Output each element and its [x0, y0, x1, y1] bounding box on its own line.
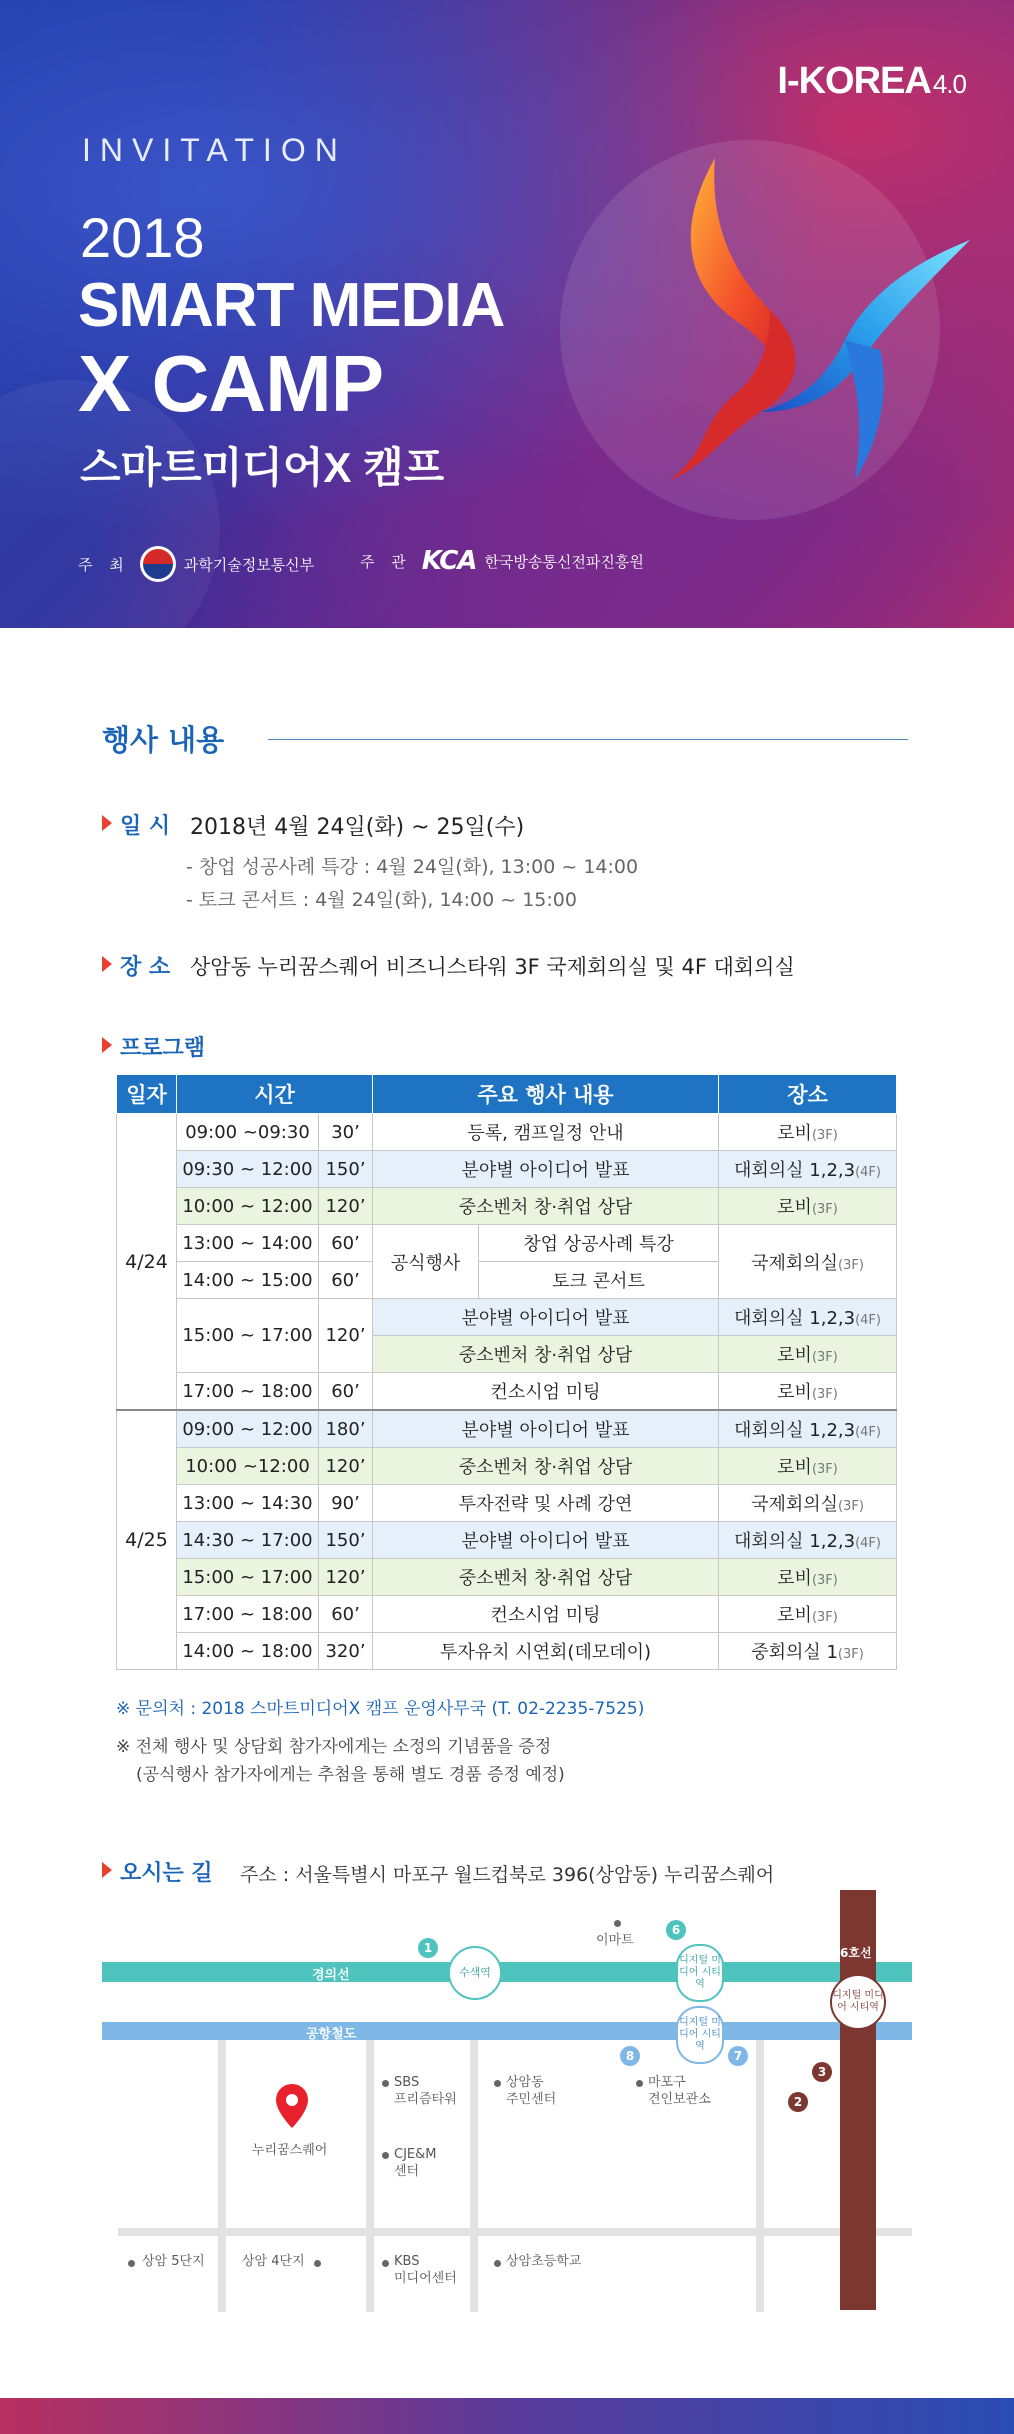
- day-cell: 4/24: [117, 1114, 177, 1411]
- program-label: 프로그램: [120, 1036, 206, 1061]
- event-title-line1: SMART MEDIA: [78, 271, 505, 340]
- event-year: 2018: [80, 206, 205, 269]
- gift-note-2: (공식행사 참가자에게는 추첨을 통해 별도 경품 증정 예정): [136, 1765, 565, 1785]
- table-row: 14:30 ~ 17:00 150’ 분야별 아이디어 발표 대회의실 1,2,3(4F): [117, 1522, 897, 1559]
- landmark-elementary-school: 상암초등학교: [506, 2254, 582, 2269]
- landmark-sangam-5: 상암 5단지: [142, 2254, 205, 2269]
- table-row: 09:30 ~ 12:00 150’ 분야별 아이디어 발표 대회의실 1,2,3(4F): [117, 1151, 897, 1188]
- address-text: 주소 : 서울특별시 마포구 월드컵북로 396(상암동) 누리꿈스퀘어: [240, 1864, 775, 1886]
- landmark-sbs: SBS 프리즘타워: [394, 2075, 457, 2107]
- i-korea-logo: I-KOREA4.0: [777, 60, 966, 102]
- date-value: 2018년 4월 24일(화) ~ 25일(수): [190, 815, 525, 840]
- section-title-event: 행사 내용: [102, 723, 225, 757]
- station-dmc-line6: 디지털 미디어 시티역: [830, 1974, 886, 2030]
- organizer-name: 한국방송통신전파진흥원: [484, 552, 644, 571]
- road: [118, 2228, 912, 2236]
- place-value: 상암동 누리꿈스퀘어 비즈니스타워 3F 국제회의실 및 4F 대회의실: [190, 955, 795, 979]
- place-label: 장 소: [120, 955, 171, 980]
- contact-note: ※ 문의처 : 2018 스마트미디어X 캠프 운영사무국 (T. 02-2235-7525): [116, 1699, 645, 1719]
- gyeongui-line: [102, 1962, 912, 1982]
- road: [470, 2038, 478, 2312]
- landmark-mapo-impound: 마포구 견인보관소: [648, 2075, 711, 2107]
- government-emblem-icon: [140, 546, 176, 582]
- exit-number: 3: [812, 2062, 832, 2082]
- schedule-detail-1: - 창업 성공사례 특강 : 4월 24일(화), 13:00 ~ 14:00: [186, 856, 639, 878]
- road: [366, 2038, 374, 2312]
- exit-number: 1: [418, 1938, 438, 1958]
- table-row: 4/24 09:00 ~09:30 30’ 등록, 캠프일정 안내 로비(3F): [117, 1114, 897, 1151]
- location-pin-icon: [276, 2084, 308, 2128]
- table-row: 14:00 ~ 15:00 60’ 토크 콘서트: [117, 1262, 897, 1299]
- table-row: 4/25 09:00 ~ 12:00 180’ 분야별 아이디어 발표 대회의실 1,2,3(4F): [117, 1410, 897, 1448]
- exit-number: 7: [728, 2046, 748, 2066]
- exit-number: 6: [666, 1920, 686, 1940]
- table-row: 15:00 ~ 17:00 120’ 분야별 아이디어 발표 대회의실 1,2,3(4F): [117, 1299, 897, 1336]
- event-title-korean: 스마트미디어X 캠프: [80, 444, 445, 491]
- day-cell: 4/25: [117, 1410, 177, 1670]
- table-row: 17:00 ~ 18:00 60’ 컨소시엄 미팅 로비(3F): [117, 1596, 897, 1633]
- road: [756, 2038, 764, 2312]
- header-time: 시간: [177, 1075, 373, 1114]
- gift-note-1: ※ 전체 행사 및 상담회 참가자에게는 소정의 기념품을 증정: [116, 1737, 552, 1757]
- table-row: 15:00 ~ 17:00 120’ 중소벤처 창·취업 상담 로비(3F): [117, 1559, 897, 1596]
- official-event-cell: 공식행사: [373, 1225, 479, 1299]
- landmark-nuri-dream-square: 누리꿈스퀘어: [252, 2143, 328, 2158]
- program-table: [116, 1074, 897, 1670]
- table-row: 13:00 ~ 14:00 60’ 공식행사 창업 상공사례 특강 국제회의실(3F): [117, 1225, 897, 1262]
- chevron-right-icon: [102, 1862, 112, 1878]
- chevron-right-icon: [102, 1037, 112, 1053]
- directions-label: 오시는 길: [120, 1861, 213, 1886]
- invitation-label: INVITATION: [82, 132, 347, 168]
- exit-number: 8: [620, 2046, 640, 2066]
- table-row: 17:00 ~ 18:00 60’ 컨소시엄 미팅 로비(3F): [117, 1373, 897, 1411]
- header-date: 일자: [117, 1075, 177, 1114]
- header-banner: [0, 0, 1014, 628]
- station-dmc-airport: 디지털 미디어 시티역: [676, 2006, 724, 2064]
- road: [218, 2038, 226, 2312]
- table-row: 13:00 ~ 14:30 90’ 투자전략 및 사례 강연 국제회의실(3F): [117, 1485, 897, 1522]
- date-label: 일 시: [120, 814, 171, 839]
- airport-railroad: [102, 2022, 912, 2040]
- landmark-community-center: 상암동 주민센터: [506, 2075, 557, 2107]
- station-susaek: 수색역: [448, 1946, 502, 2000]
- host-name: 과학기술정보통신부: [183, 555, 315, 574]
- section-divider: [268, 739, 908, 740]
- x-logo-icon: [640, 150, 980, 530]
- landmark-sangam-4: 상암 4단지: [242, 2254, 305, 2269]
- chevron-right-icon: [102, 956, 112, 972]
- landmark-kbs: KBS 미디어센터: [394, 2254, 457, 2286]
- event-title-line2: X CAMP: [78, 339, 384, 428]
- host-info: 주 최 과학기술정보통신부: [78, 546, 314, 582]
- header-content: 주요 행사 내용: [373, 1075, 719, 1114]
- table-row: 14:00 ~ 18:00 320’ 투자유치 시연회(데모데이) 중회의실 1(3F): [117, 1633, 897, 1670]
- station-dmc-gyeongui: 디지털 미디어 시티역: [676, 1944, 724, 2002]
- table-header-row: [117, 1075, 897, 1114]
- footer-bar: [0, 2398, 1014, 2434]
- table-row: 10:00 ~ 12:00 120’ 중소벤처 창·취업 상담 로비(3F): [117, 1188, 897, 1225]
- landmark-cjem: CJE&M 센터: [394, 2147, 437, 2179]
- table-row: 10:00 ~12:00 120’ 중소벤처 창·취업 상담 로비(3F): [117, 1448, 897, 1485]
- schedule-detail-2: - 토크 콘서트 : 4월 24일(화), 14:00 ~ 15:00: [186, 889, 577, 911]
- table-row: 중소벤처 창·취업 상담 로비(3F): [117, 1336, 897, 1373]
- kca-logo: KCA: [421, 546, 477, 576]
- chevron-right-icon: [102, 815, 112, 831]
- exit-number: 2: [788, 2092, 808, 2112]
- organizer-info: 주 관 KCA 한국방송통신전파진흥원: [360, 546, 644, 576]
- landmark-emart: 이마트: [596, 1933, 634, 1948]
- header-place: 장소: [719, 1075, 897, 1114]
